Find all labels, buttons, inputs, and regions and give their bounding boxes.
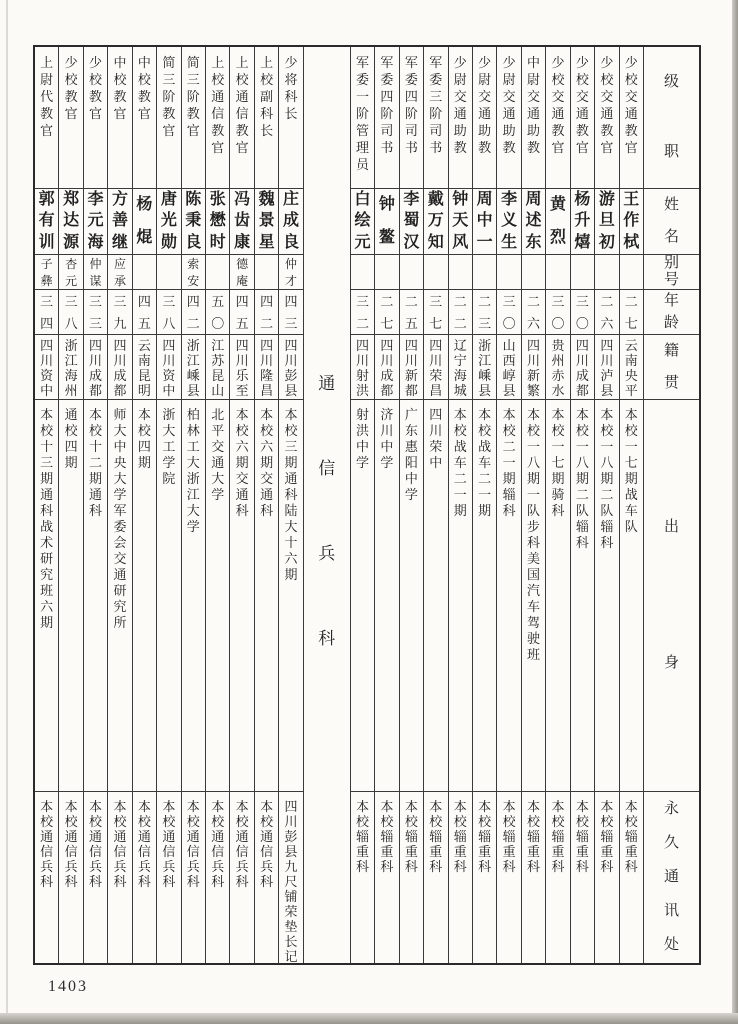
person-alias <box>206 255 229 290</box>
person-native-place: 四 川 成 都 <box>108 335 131 400</box>
person-education: 本 校 一 七 期 骑 科 <box>546 400 569 792</box>
person-education: 本 校 三 期 通 科 陆 大 十 六 期 <box>279 400 302 792</box>
person-education: 本 校 四 期 <box>133 400 156 792</box>
person-column <box>107 47 131 963</box>
section-divider-column <box>303 47 350 963</box>
person-education: 本 校 一 八 期 一 队 步 科 美 国 汽 车 驾 驶 班 <box>522 400 545 792</box>
person-alias <box>255 255 278 290</box>
person-native-place: 四 川 泸 县 <box>595 335 618 400</box>
person-column <box>350 47 374 963</box>
person-age: 二 五 <box>400 290 423 335</box>
field-label-age: 年 龄 <box>644 290 699 335</box>
person-address: 本 校 通 信 兵 科 <box>137 799 151 889</box>
person-column <box>423 47 447 963</box>
person-alias: 仲 才 <box>279 255 302 290</box>
person-alias <box>473 255 496 290</box>
page-number: 1403 <box>48 978 88 995</box>
person-education: 本 校 战 车 二 一 期 <box>449 400 472 792</box>
person-column <box>35 47 58 963</box>
person-alias: 索 安 <box>182 255 205 290</box>
field-label-native-place: 籍 贯 <box>644 335 699 400</box>
person-rank: 少 尉 交 通 助 教 <box>449 47 472 189</box>
person-column <box>472 47 496 963</box>
person-age: 三 〇 <box>497 290 520 335</box>
person-alias <box>351 255 374 290</box>
field-label-name: 姓 名 <box>644 189 699 255</box>
person-native-place: 四 川 资 中 <box>157 335 180 400</box>
field-label-address: 永 久 通 讯 处 <box>663 800 679 954</box>
person-column <box>83 47 107 963</box>
person-native-place: 四 川 新 都 <box>400 335 423 400</box>
person-age: 二 七 <box>375 290 398 335</box>
person-rank: 中 校 教 官 <box>133 47 156 189</box>
person-column <box>448 47 472 963</box>
person-address: 本 校 通 信 兵 科 <box>89 799 103 889</box>
person-address: 本 校 辎 重 科 <box>380 799 394 874</box>
person-age: 二 二 <box>449 290 472 335</box>
person-alias <box>449 255 472 290</box>
person-education: 射 洪 中 学 <box>351 400 374 792</box>
person-alias <box>571 255 594 290</box>
person-native-place: 四 川 隆 昌 <box>255 335 278 400</box>
person-alias <box>424 255 447 290</box>
person-name: 李 蜀 汉 <box>400 189 423 255</box>
person-age: 三 四 <box>35 290 58 335</box>
person-name: 李 元 海 <box>84 189 107 255</box>
person-rank: 上 校 通 信 教 官 <box>230 47 253 189</box>
person-address: 本 校 通 信 兵 科 <box>186 799 200 889</box>
person-rank: 上 校 副 科 长 <box>255 47 278 189</box>
person-age: 三 九 <box>108 290 131 335</box>
person-age: 二 三 <box>473 290 496 335</box>
person-rank: 少 校 交 通 教 官 <box>546 47 569 189</box>
person-column <box>521 47 545 963</box>
person-age: 三 八 <box>157 290 180 335</box>
person-alias <box>620 255 643 290</box>
person-name: 方 善 继 <box>108 189 131 255</box>
person-name: 游 旦 初 <box>595 189 618 255</box>
person-address: 本 校 通 信 兵 科 <box>260 799 274 889</box>
person-column <box>132 47 156 963</box>
person-alias <box>497 255 520 290</box>
person-address: 本 校 通 信 兵 科 <box>40 799 54 889</box>
person-age: 三 二 <box>351 290 374 335</box>
person-name: 陈 秉 良 <box>182 189 205 255</box>
person-native-place: 四 川 成 都 <box>84 335 107 400</box>
person-name: 白 绘 元 <box>351 189 374 255</box>
person-address: 四 川 彭 县 九 尺 铺 荣 垫 长 记 <box>284 799 298 963</box>
person-column <box>205 47 229 963</box>
person-native-place: 云 南 央 平 <box>620 335 643 400</box>
person-native-place: 四 川 成 都 <box>375 335 398 400</box>
person-education: 济 川 中 学 <box>375 400 398 792</box>
person-rank: 军 委 三 阶 司 书 <box>424 47 447 189</box>
person-rank: 少 校 交 通 教 官 <box>595 47 618 189</box>
person-native-place: 四 川 新 繁 <box>522 335 545 400</box>
person-education: 本 校 二 一 期 辎 科 <box>497 400 520 792</box>
person-address: 本 校 通 信 兵 科 <box>113 799 127 889</box>
person-education: 本 校 战 车 二 一 期 <box>473 400 496 792</box>
person-address: 本 校 辎 重 科 <box>453 799 467 874</box>
person-name: 钟 天 风 <box>449 189 472 255</box>
person-alias <box>157 255 180 290</box>
person-education: 本 校 六 期 交 通 科 <box>230 400 253 792</box>
person-rank: 中 校 教 官 <box>108 47 131 189</box>
person-name: 郭 有 训 <box>35 189 58 255</box>
person-alias <box>400 255 423 290</box>
person-native-place: 四 川 彭 县 <box>279 335 302 400</box>
person-age: 三 八 <box>59 290 82 335</box>
person-address: 本 校 通 信 兵 科 <box>211 799 225 889</box>
page-edge-shadow-bottom <box>0 1013 738 1024</box>
person-native-place: 浙 江 海 州 <box>59 335 82 400</box>
person-native-place: 四 川 射 洪 <box>351 335 374 400</box>
person-column <box>156 47 180 963</box>
person-education: 通 校 四 期 <box>59 400 82 792</box>
person-rank: 军 委 一 阶 管 理 员 <box>351 47 374 189</box>
person-education: 本 校 一 八 期 二 队 辎 科 <box>595 400 618 792</box>
person-name: 周 述 东 <box>522 189 545 255</box>
person-alias <box>133 255 156 290</box>
person-column <box>278 47 302 963</box>
person-age: 三 三 <box>84 290 107 335</box>
person-address: 本 校 辎 重 科 <box>600 799 614 874</box>
person-rank: 军 委 四 阶 司 书 <box>400 47 423 189</box>
person-column <box>399 47 423 963</box>
person-name: 李 义 生 <box>497 189 520 255</box>
person-address: 本 校 辎 重 科 <box>355 799 369 874</box>
person-rank: 少 校 交 通 教 官 <box>571 47 594 189</box>
person-address: 本 校 通 信 兵 科 <box>64 799 78 889</box>
person-rank: 军 委 四 阶 司 书 <box>375 47 398 189</box>
field-label-alias: 别 号 <box>644 255 699 290</box>
person-address: 本 校 辎 重 科 <box>624 799 638 874</box>
person-name: 郑 达 源 <box>59 189 82 255</box>
person-rank: 少 尉 交 通 助 教 <box>497 47 520 189</box>
person-rank: 少 尉 交 通 助 教 <box>473 47 496 189</box>
person-rank: 少 校 教 官 <box>59 47 82 189</box>
person-alias: 仲 谋 <box>84 255 107 290</box>
person-alias: 杏 元 <box>59 255 82 290</box>
person-native-place: 浙 江 嵊 县 <box>182 335 205 400</box>
person-native-place: 辽 宁 海 城 <box>449 335 472 400</box>
person-name: 杨 焜 <box>133 189 156 255</box>
person-column <box>619 47 643 963</box>
page-edge-shadow-left <box>6 0 8 1024</box>
person-age: 二 六 <box>522 290 545 335</box>
person-rank: 简 三 阶 教 官 <box>157 47 180 189</box>
person-column <box>570 47 594 963</box>
person-alias: 应 承 <box>108 255 131 290</box>
person-age: 二 七 <box>620 290 643 335</box>
person-name: 魏 景 星 <box>255 189 278 255</box>
field-label-rank: 级 职 <box>644 47 699 189</box>
person-column <box>254 47 278 963</box>
person-address: 本 校 辎 重 科 <box>404 799 418 874</box>
person-native-place: 江 苏 昆 山 <box>206 335 229 400</box>
person-alias: 子 彝 <box>35 255 58 290</box>
person-column <box>496 47 520 963</box>
person-address: 本 校 辎 重 科 <box>478 799 492 874</box>
person-address: 本 校 通 信 兵 科 <box>235 799 249 889</box>
person-address: 本 校 辎 重 科 <box>551 799 565 874</box>
person-column <box>229 47 253 963</box>
person-education: 广 东 惠 阳 中 学 <box>400 400 423 792</box>
person-age: 三 〇 <box>571 290 594 335</box>
person-name: 周 中 一 <box>473 189 496 255</box>
person-rank: 中 尉 交 通 助 教 <box>522 47 545 189</box>
person-education: 北 平 交 通 大 学 <box>206 400 229 792</box>
person-address: 本 校 通 信 兵 科 <box>162 799 176 889</box>
person-age: 四 三 <box>279 290 302 335</box>
person-alias: 德 庵 <box>230 255 253 290</box>
person-native-place: 四 川 乐 至 <box>230 335 253 400</box>
person-education: 本 校 一 八 期 二 队 辎 科 <box>571 400 594 792</box>
person-rank: 少 校 教 官 <box>84 47 107 189</box>
person-native-place: 浙 江 嵊 县 <box>473 335 496 400</box>
field-header-column <box>643 47 699 963</box>
person-name: 杨 升 熺 <box>571 189 594 255</box>
person-age: 四 五 <box>133 290 156 335</box>
field-label-education: 出 身 <box>644 400 699 792</box>
person-name: 张 懋 时 <box>206 189 229 255</box>
person-native-place: 四 川 成 都 <box>571 335 594 400</box>
section-title: 通 信 兵 科 <box>318 374 336 648</box>
person-name: 庄 成 良 <box>279 189 302 255</box>
person-column <box>545 47 569 963</box>
person-education: 本 校 十 二 期 通 科 <box>84 400 107 792</box>
person-column <box>374 47 398 963</box>
person-native-place: 贵 州 赤 水 <box>546 335 569 400</box>
person-rank: 少 校 交 通 教 官 <box>620 47 643 189</box>
person-age: 四 二 <box>182 290 205 335</box>
person-rank: 简 三 阶 教 官 <box>182 47 205 189</box>
person-name: 戴 万 知 <box>424 189 447 255</box>
person-alias <box>522 255 545 290</box>
person-education: 本 校 六 期 交 通 科 <box>255 400 278 792</box>
person-name: 钟 鳌 <box>375 189 398 255</box>
person-native-place: 山 西 崞 县 <box>497 335 520 400</box>
person-name: 唐 光 勋 <box>157 189 180 255</box>
person-address: 本 校 辎 重 科 <box>527 799 541 874</box>
person-address: 本 校 辎 重 科 <box>575 799 589 874</box>
person-address: 本 校 辎 重 科 <box>502 799 516 874</box>
person-name: 黄 烈 <box>546 189 569 255</box>
personnel-table <box>33 45 701 965</box>
person-column <box>594 47 618 963</box>
person-education: 柏 林 工 大 浙 江 大 学 <box>182 400 205 792</box>
person-column <box>58 47 82 963</box>
person-education: 浙 大 工 学 院 <box>157 400 180 792</box>
person-age: 四 五 <box>230 290 253 335</box>
page-edge-shadow-right <box>732 0 738 1024</box>
person-native-place: 四 川 资 中 <box>35 335 58 400</box>
person-name: 冯 齿 康 <box>230 189 253 255</box>
person-rank: 上 尉 代 教 官 <box>35 47 58 189</box>
person-education: 本 校 一 七 期 战 车 队 <box>620 400 643 792</box>
person-age: 二 六 <box>595 290 618 335</box>
person-age: 三 七 <box>424 290 447 335</box>
person-age: 五 〇 <box>206 290 229 335</box>
person-education: 四 川 荣 中 <box>424 400 447 792</box>
person-age: 三 〇 <box>546 290 569 335</box>
person-native-place: 四 川 荣 昌 <box>424 335 447 400</box>
person-native-place: 云 南 昆 明 <box>133 335 156 400</box>
person-alias <box>595 255 618 290</box>
person-education: 本 校 十 三 期 通 科 战 术 研 究 班 六 期 <box>35 400 58 792</box>
person-age: 四 二 <box>255 290 278 335</box>
person-education: 师 大 中 央 大 学 军 委 会 交 通 研 究 所 <box>108 400 131 792</box>
person-address: 本 校 辎 重 科 <box>429 799 443 874</box>
person-name: 王 作 栻 <box>620 189 643 255</box>
person-alias <box>375 255 398 290</box>
person-alias <box>546 255 569 290</box>
person-rank: 上 校 通 信 教 官 <box>206 47 229 189</box>
person-rank: 少 将 科 长 <box>279 47 302 189</box>
person-column <box>181 47 205 963</box>
